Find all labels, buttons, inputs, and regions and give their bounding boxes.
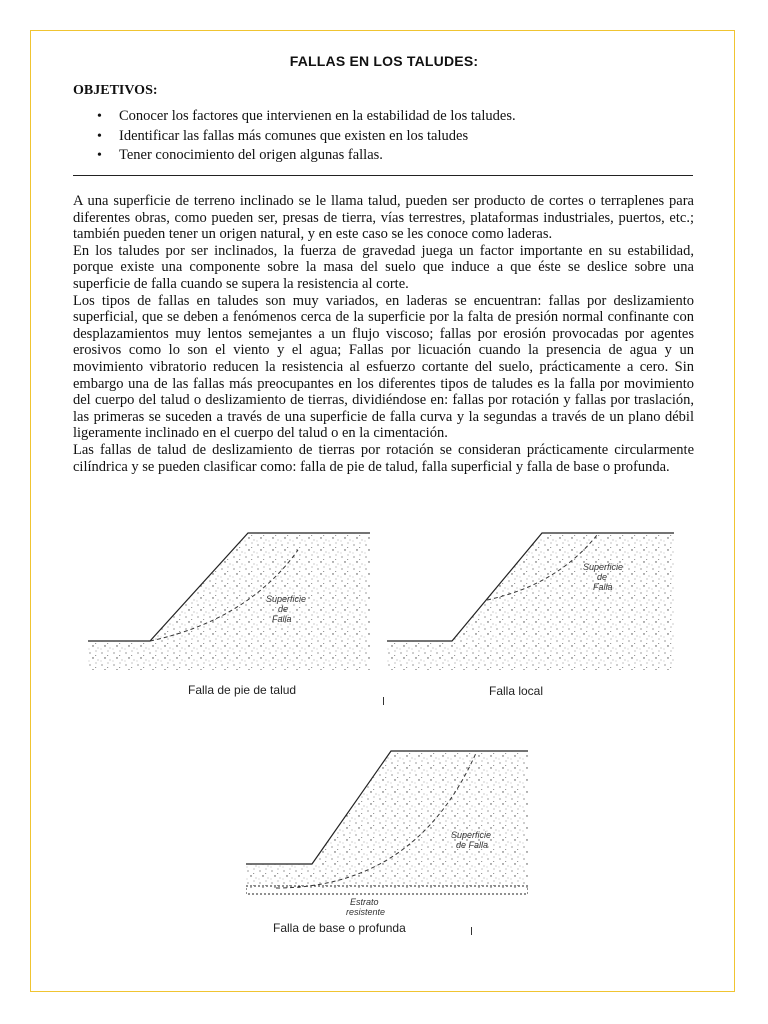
objective-item: • Tener conocimiento del origen algunas fallas. (73, 146, 713, 166)
page-title: FALLAS EN LOS TALUDES: (289, 53, 479, 69)
failure-label: Superficie (583, 562, 624, 572)
body-text (73, 193, 694, 475)
paragraph: A una superficie de terreno inclinado se le llama talud, pueden ser producto de cortes o terraplenes para diferentes obras, como pueden ser, presas de tierra, vías terrestres, plataformas industriales, puertos, etc.; también pueden tener un origen natural, y en este caso se les conoce como laderas. (73, 193, 694, 243)
paragraph: Los tipos de fallas en taludes son muy variados, en laderas se encuentran: fallas por deslizamiento superficial, que se deben a fenómenos cerca de la superficie por la falta de presión normal confinante con desplazamientos muy lentos semejantes a un flujo viscoso; fallas por erosión provocadas por agentes erosivos como lo son el viento y el agua; Fallas por licuación cuando la presencia de agua y un movimiento vibratorio reducen la resistencia al esfuerzo cortante del suelo, prácticamente a cero. Sin embargo una de las fallas más preocupantes en los diferentes tipos de taludes es la falla por movimiento del cuerpo del talud o deslizamiento de tierras, dividiéndose en: fallas por rotación y fallas por traslación, las primeras se suceden a través de una superficie de falla curva y la segundas a través de un plano débil ligeramente inclinado en el cuerpo del talud o en la cimentación. (73, 292, 694, 442)
figure-local-failure (387, 530, 674, 670)
figure-base-failure (246, 748, 528, 918)
soil-mass (246, 751, 528, 888)
failure-label: Superficie (451, 830, 492, 840)
figure-caption: Falla local (489, 684, 544, 698)
failure-label: de Falla (456, 840, 489, 850)
failure-label: Falla (593, 582, 613, 592)
paragraph: Las fallas de talud de deslizamiento de tierras por rotación se consideran prácticamente circularmente cilíndrica y se pueden clasificar como: falla de pie de talud, falla superficial y falla de base o profunda. (73, 441, 694, 475)
figure-caption: Falla de pie de talud (188, 683, 297, 697)
figure-caption: Falla de base o profunda (273, 921, 406, 935)
stratum-label: Estrato (350, 897, 379, 907)
stratum-label: resistente (346, 907, 386, 917)
objective-item: • Identificar las fallas más comunes que existen en los taludes (73, 127, 713, 147)
paragraph: En los taludes por ser inclinados, la fuerza de gravedad juega un factor importante en su estabilidad, porque existe una componente sobre la masa del suelo que induce a que éste se deslice sobre una superficie de falla cuando se supera la resistencia al corte. (73, 242, 694, 292)
text-cursor-mark (471, 927, 472, 935)
objectives-list (73, 107, 713, 166)
failure-label: Falla (272, 614, 292, 624)
failure-label: de (597, 572, 608, 582)
failure-label: de (278, 604, 289, 614)
section-divider (73, 175, 693, 176)
objective-item: • Conocer los factores que intervienen en la estabilidad de los taludes. (73, 107, 713, 127)
figure-toe-failure (88, 530, 370, 670)
text-cursor-mark (383, 697, 384, 705)
soil-mass (387, 533, 674, 670)
objectives-heading: OBJETIVOS: (73, 83, 158, 98)
failure-label: Superficie (266, 594, 307, 604)
